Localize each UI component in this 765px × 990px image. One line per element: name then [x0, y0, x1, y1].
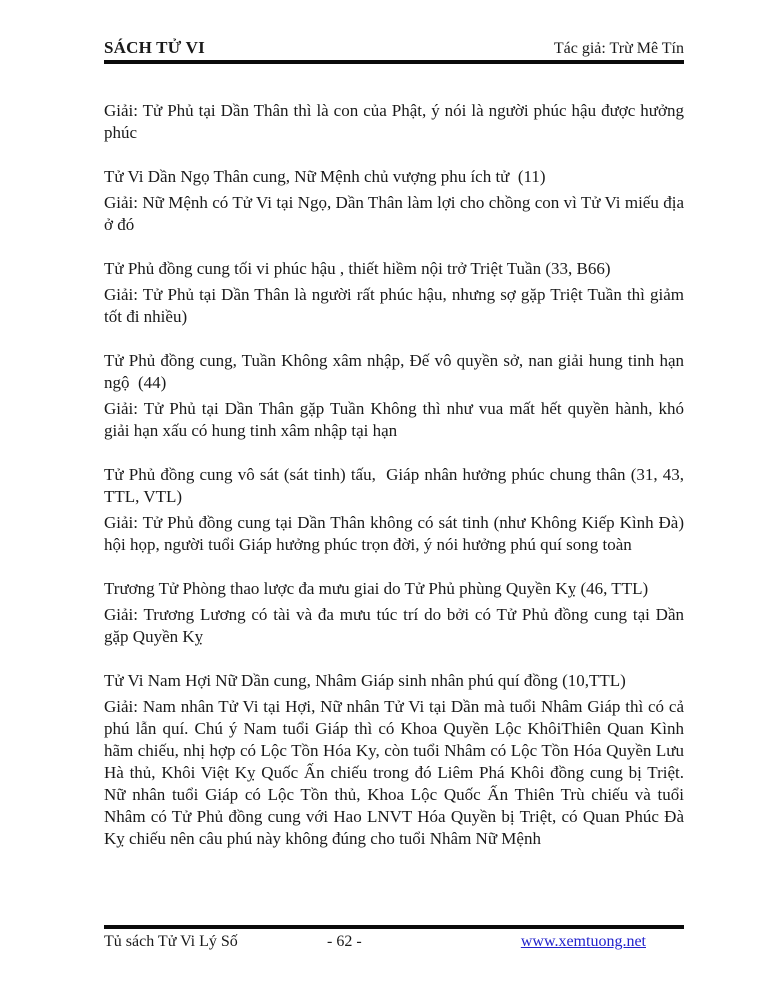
entry-group [104, 464, 689, 556]
verse-line: Tử Phủ đồng cung, Tuần Không xâm nhập, Đế vô quyền sở, nan giải hung tinh hạn ngộ (44) [104, 351, 689, 392]
header-divider [104, 60, 684, 64]
verse-line: Tử Vi Nam Hợi Nữ Dần cung, Nhâm Giáp sinh nhân phú quí đồng (10,TTL) [104, 671, 626, 690]
header-row [104, 38, 684, 58]
verse-line: Tử Phủ đồng cung tối vi phúc hậu , thiết hiềm nội trở Triệt Tuần (33, B66) [104, 259, 611, 278]
book-title: SÁCH TỬ VI [104, 38, 205, 57]
explanation-paragraph: Giải: Tử Phủ tại Dần Thân thì là con của Phật, ý nói là người phúc hậu được hưởng phúc [104, 101, 689, 142]
entry-group [104, 258, 689, 328]
explanation-paragraph: Giải: Nam nhân Tử Vi tại Hợi, Nữ nhân Tử Vi tại Dần mà tuổi Nhâm Giáp thì có cả phú lẫn quí. Chú ý Nam tuổi Giáp thì có Khoa Quyền Lộc KhôiThiên Quan Kình hãm chiếu, nhị hợp có Lộc Tồn Hóa Ky, còn tuổi Nhâm có Lộc Tồn Hóa Quyền Lưu Hà thủ, Khôi Việt Kỵ Quốc Ấn chiếu trong đó Liêm Phá Khôi đồng cung bị Triệt. Nữ nhân tuổi Giáp có Lộc Tồn thủ, Khoa Lộc Quốc Ấn Thiên Trù chiếu và tuổi Nhâm có Tử Phủ đồng cung với Hao LNVT Hóa Quyền bị Triệt, có Quan Phúc Đà Kỵ chiếu nên câu phú này không đúng cho tuổi Nhâm Nữ Mệnh [104, 697, 689, 848]
verse-line: Tử Vi Dần Ngọ Thân cung, Nữ Mệnh chủ vượng phu ích tử (11) [104, 167, 546, 186]
explanation-paragraph: Giải: Tử Phủ tại Dần Thân gặp Tuần Không thì như vua mất hết quyền hành, khó giải hạn xấu có hung tinh xâm nhập tại hạn [104, 399, 689, 440]
explanation-paragraph: Giải: Tử Phủ đồng cung tại Dần Thân không có sát tinh (như Không Kiếp Kình Đà) hội họp, người tuổi Giáp hưởng phúc trọn đời, ý nói hưởng phú quí song toàn [104, 513, 689, 554]
entry-group [104, 350, 689, 442]
page-number: - 62 - [327, 933, 362, 950]
entry-group [104, 166, 689, 236]
footer-website-link[interactable]: www.xemtuong.net [520, 933, 646, 950]
footer-series-title: Tủ sách Tử Vi Lý Số [104, 933, 238, 950]
page-body [104, 100, 689, 854]
explanation-paragraph: Giải: Tử Phủ tại Dần Thân là người rất phúc hậu, nhưng sợ gặp Triệt Tuần thì giảm tốt đi nhiều) [104, 285, 689, 326]
verse-line: Trương Tử Phòng thao lược đa mưu giai do Tử Phủ phùng Quyền Kỵ (46, TTL) [104, 579, 649, 598]
entry-group [104, 578, 689, 648]
verse-line: Tử Phủ đồng cung vô sát (sát tinh) tấu, Giáp nhân hưởng phúc chung thân (31, 43, TTL, VTL) [104, 465, 688, 506]
explanation-paragraph: Giải: Nữ Mệnh có Tử Vi tại Ngọ, Dần Thân làm lợi cho chồng con vì Tử Vi miếu địa ở đó [104, 193, 689, 234]
page-footer [104, 925, 684, 955]
footer-row [104, 929, 684, 955]
entry-group [104, 670, 689, 850]
explanation-paragraph: Giải: Trương Lương có tài và đa mưu túc trí do bởi có Tử Phủ đồng cung tại Dần gặp Quyền Kỵ [104, 605, 689, 646]
entry-group [104, 100, 689, 144]
header-author: Tác giả: Trừ Mê Tín [553, 40, 684, 57]
page-header [104, 38, 684, 64]
